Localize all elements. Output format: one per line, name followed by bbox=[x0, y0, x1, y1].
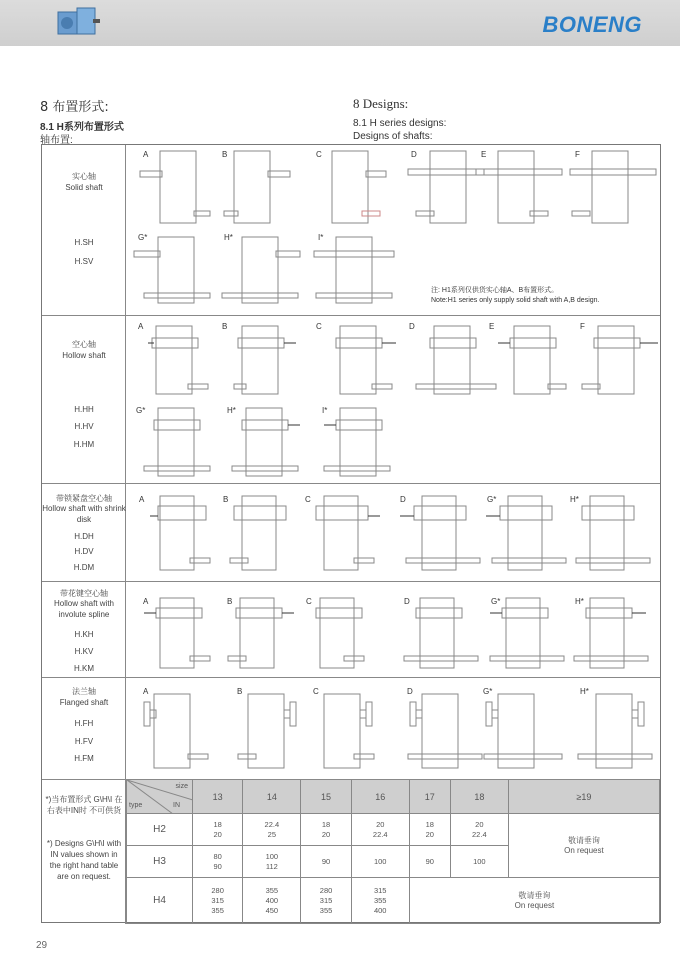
size-header: ≥19 bbox=[508, 780, 659, 814]
hollow-shaft-diagram-f bbox=[578, 322, 660, 398]
in-cell: 20 22.4 bbox=[450, 814, 508, 846]
design-letter: C bbox=[313, 687, 319, 696]
design-code: H.DH bbox=[74, 532, 94, 541]
type-cell: H4 bbox=[127, 878, 193, 924]
design-letter: D bbox=[407, 687, 413, 696]
note-en: Note:H1 series only supply solid shaft with A,B design. bbox=[431, 297, 600, 304]
label-column bbox=[42, 484, 126, 581]
footnote-en: *) Designs G\H\I with IN values shown in the right hand table are on request. bbox=[46, 839, 122, 881]
design-letter: E bbox=[489, 322, 495, 331]
corner-in-label: IN bbox=[173, 802, 180, 809]
design-letter: B bbox=[223, 495, 229, 504]
in-cell: 18 20 bbox=[409, 814, 450, 846]
design-letter: G* bbox=[487, 495, 497, 504]
shrink-disk-diagram-h bbox=[572, 496, 660, 574]
brand-logo: BONENG bbox=[542, 12, 642, 37]
section-label-cn: 空心轴 bbox=[72, 340, 96, 349]
hollow-shaft-diagram-a bbox=[148, 322, 218, 398]
design-letter: A bbox=[138, 322, 144, 331]
label-column bbox=[42, 316, 126, 483]
design-letter: A bbox=[143, 150, 149, 159]
size-header: 14 bbox=[243, 780, 301, 814]
flanged-diagram-b bbox=[238, 692, 318, 776]
design-code: H.DM bbox=[73, 563, 95, 572]
note-cn: 注: H1系列仅供货实心轴A、B布置形式。 bbox=[431, 287, 559, 294]
solid-shaft-diagram-e bbox=[476, 151, 566, 231]
shrink-disk-diagram-c bbox=[310, 496, 400, 574]
in-cell: 100 bbox=[450, 846, 508, 878]
on-request-en: On request bbox=[514, 900, 555, 910]
section-title-en: 8 Designs: bbox=[353, 96, 409, 111]
flanged-diagram-d bbox=[406, 692, 490, 776]
design-letter: B bbox=[222, 150, 228, 159]
spline-diagram-h bbox=[572, 596, 660, 674]
design-letter: F bbox=[575, 150, 580, 159]
size-header-row bbox=[127, 780, 660, 814]
shrink-disk-diagram-b bbox=[228, 496, 298, 574]
section-label-en: Flanged shaft bbox=[59, 698, 109, 707]
size-table-corner bbox=[127, 780, 193, 814]
design-code: H.FM bbox=[74, 754, 94, 763]
subtitle-en: 8.1 H series designs: bbox=[353, 118, 447, 129]
design-letter: A bbox=[139, 495, 145, 504]
design-letter: C bbox=[316, 322, 322, 331]
hollow-shaft-diagram-c bbox=[332, 322, 412, 398]
design-letter: I* bbox=[318, 233, 324, 242]
design-letter: D bbox=[400, 495, 406, 504]
section-shrink-disk bbox=[42, 483, 660, 581]
design-code: H.KV bbox=[74, 647, 94, 656]
size-header: 16 bbox=[351, 780, 409, 814]
subtitle2-en: Designs of shafts: bbox=[353, 131, 433, 142]
on-request-cell bbox=[409, 878, 659, 924]
design-code: H.SV bbox=[74, 257, 94, 266]
design-letter: C bbox=[316, 150, 322, 159]
page-number: 29 bbox=[36, 940, 48, 951]
in-cell: 100 112 bbox=[243, 846, 301, 878]
section-label-en: Hollow shaft with involute spline bbox=[53, 599, 115, 619]
hollow-shaft-diagram-i bbox=[322, 404, 402, 480]
subtitle-cn: 8.1 H系列布置形式 bbox=[40, 122, 124, 133]
in-cell: 90 bbox=[409, 846, 450, 878]
shrink-disk-diagram-g bbox=[484, 496, 574, 574]
on-request-cell bbox=[508, 814, 659, 878]
design-code: H.SH bbox=[74, 238, 94, 247]
shrink-disk-diagram-d bbox=[398, 496, 488, 574]
type-cell: H3 bbox=[127, 846, 193, 878]
design-letter: G* bbox=[138, 233, 148, 242]
solid-shaft-diagram-c bbox=[310, 151, 390, 231]
size-header: 18 bbox=[450, 780, 508, 814]
table-row bbox=[127, 878, 660, 924]
spline-diagram-a bbox=[142, 596, 222, 674]
hollow-shaft-diagram-h bbox=[230, 404, 310, 480]
size-header: 15 bbox=[301, 780, 351, 814]
solid-shaft-diagram-h bbox=[220, 233, 310, 307]
note bbox=[431, 286, 599, 306]
in-cell: 80 90 bbox=[193, 846, 243, 878]
section-label-en: Hollow shaft with shrink disk bbox=[42, 504, 126, 524]
hollow-shaft-diagram-e bbox=[498, 322, 578, 398]
in-cell: 100 bbox=[351, 846, 409, 878]
in-cell: 22.4 25 bbox=[243, 814, 301, 846]
table-row bbox=[127, 814, 660, 846]
corner-type-label: type bbox=[129, 802, 143, 809]
section-label-en: Solid shaft bbox=[65, 183, 103, 192]
section-hollow-shaft bbox=[42, 315, 660, 483]
size-header: 17 bbox=[409, 780, 450, 814]
hollow-shaft-diagram-b bbox=[234, 322, 314, 398]
design-letter: H* bbox=[575, 597, 584, 606]
on-request-cn: 敬请垂询 bbox=[567, 835, 600, 845]
in-cell: 355 400 450 bbox=[243, 878, 301, 924]
design-letter: C bbox=[305, 495, 311, 504]
design-letter: B bbox=[237, 687, 243, 696]
spline-diagram-g bbox=[488, 596, 578, 674]
corner-size-label: size bbox=[175, 783, 188, 790]
design-letter: B bbox=[227, 597, 233, 606]
gearbox-logo-image bbox=[55, 4, 101, 42]
design-letter: D bbox=[411, 150, 417, 159]
section-involute-spline bbox=[42, 581, 660, 677]
design-letter: E bbox=[481, 150, 487, 159]
solid-shaft-diagram-g bbox=[132, 233, 212, 307]
design-code: H.HH bbox=[74, 405, 94, 414]
design-code: H.HM bbox=[73, 440, 95, 449]
section-solid-shaft bbox=[42, 145, 660, 315]
type-cell: H2 bbox=[127, 814, 193, 846]
subtitle2-cn: 轴布置: bbox=[40, 135, 73, 146]
flanged-diagram-h bbox=[576, 692, 660, 776]
design-letter: I* bbox=[322, 406, 328, 415]
design-letter: F bbox=[580, 322, 585, 331]
design-letter: G* bbox=[483, 687, 493, 696]
design-letter: B bbox=[222, 322, 228, 331]
in-cell: 315 355 400 bbox=[351, 878, 409, 924]
section-flanged-shaft bbox=[42, 677, 660, 779]
flanged-diagram-g bbox=[482, 692, 572, 776]
spline-diagram-c bbox=[314, 596, 394, 674]
label-column bbox=[42, 145, 126, 315]
solid-shaft-diagram-i bbox=[314, 233, 404, 307]
shrink-disk-diagram-a bbox=[150, 496, 212, 574]
section-label-cn: 带花键空心轴 bbox=[60, 589, 108, 598]
in-cell: 280 315 355 bbox=[193, 878, 243, 924]
on-request-cn: 敬请垂询 bbox=[518, 890, 551, 900]
solid-shaft-diagram-f bbox=[570, 151, 660, 231]
in-cell: 18 20 bbox=[193, 814, 243, 846]
section-label-cn: 法兰轴 bbox=[72, 687, 96, 696]
in-cell: 280 315 355 bbox=[301, 878, 351, 924]
design-letter: G* bbox=[136, 406, 146, 415]
design-letter: H* bbox=[580, 687, 589, 696]
design-code: H.FH bbox=[74, 719, 94, 728]
solid-shaft-diagram-b bbox=[222, 151, 302, 231]
hollow-shaft-diagram-g bbox=[142, 404, 222, 480]
design-code: H.DV bbox=[74, 547, 94, 556]
in-cell: 20 22.4 bbox=[351, 814, 409, 846]
spline-diagram-b bbox=[228, 596, 308, 674]
header-bar bbox=[0, 0, 680, 46]
flanged-diagram-a bbox=[142, 692, 222, 776]
design-letter: H* bbox=[227, 406, 236, 415]
footnote-column bbox=[42, 780, 126, 924]
in-cell: 90 bbox=[301, 846, 351, 878]
hollow-shaft-diagram-d bbox=[414, 322, 504, 398]
size-header: 13 bbox=[193, 780, 243, 814]
design-letter: C bbox=[306, 597, 312, 606]
design-code: H.HV bbox=[74, 422, 94, 431]
section-title-cn: 8 布置形式: bbox=[40, 100, 109, 115]
design-letter: A bbox=[143, 687, 149, 696]
design-letter: H* bbox=[570, 495, 579, 504]
footnote-cn: *)当布置形式 G\H\I 在右表中IN时 不可供货 bbox=[45, 795, 123, 815]
design-code: H.KH bbox=[74, 630, 94, 639]
design-letter: D bbox=[404, 597, 410, 606]
size-table bbox=[126, 779, 660, 924]
design-letter: G* bbox=[491, 597, 501, 606]
spline-diagram-d bbox=[402, 596, 492, 674]
design-code: H.FV bbox=[74, 737, 94, 746]
design-letter: D bbox=[409, 322, 415, 331]
in-cell: 18 20 bbox=[301, 814, 351, 846]
section-label-en: Hollow shaft bbox=[62, 351, 106, 360]
flanged-diagram-c bbox=[318, 692, 398, 776]
section-label-cn: 实心轴 bbox=[72, 172, 96, 181]
on-request-en: On request bbox=[564, 845, 604, 855]
solid-shaft-diagram-a bbox=[138, 151, 218, 231]
design-letter: A bbox=[143, 597, 149, 606]
label-column bbox=[42, 582, 126, 677]
design-letter: H* bbox=[224, 233, 233, 242]
design-code: H.KM bbox=[74, 664, 94, 673]
section-label-cn: 带锁紧盘空心轴 bbox=[56, 494, 112, 503]
label-column bbox=[42, 678, 126, 779]
designs-table bbox=[41, 144, 661, 923]
